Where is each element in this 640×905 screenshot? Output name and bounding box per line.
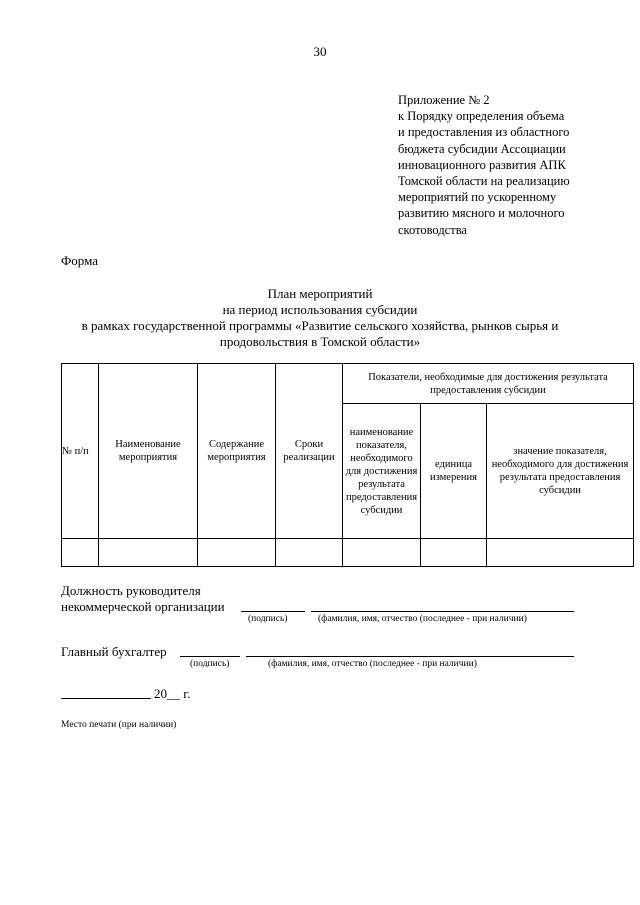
plan-title-line: в рамках государственной программы «Развитие сельского хозяйства, рынков сырья и [81, 318, 559, 333]
plan-title-line: План мероприятий [267, 286, 373, 301]
appendix-line: Томской области на реализацию [398, 174, 570, 189]
accountant-signature-line [180, 656, 240, 657]
date-text: 20__ г. [154, 686, 191, 701]
accountant-name-caption: (фамилия, имя, отчество (последнее - при наличии) [268, 659, 477, 669]
header-col-num: № п/п [62, 364, 99, 539]
table-cell [343, 539, 421, 567]
head-signature-line [241, 611, 305, 612]
appendix-line: и предоставления из областного [398, 125, 570, 140]
appendix-line: Приложение № 2 [398, 93, 490, 107]
accountant-name-line [246, 656, 574, 657]
plan-title [0, 286, 640, 350]
header-col-content: Содержание мероприятия [198, 364, 276, 539]
date-line [61, 698, 151, 699]
accountant-signature-caption: (подпись) [190, 659, 230, 669]
head-name-caption: (фамилия, имя, отчество (последнее - при наличии) [318, 614, 527, 624]
table-cell [198, 539, 276, 567]
form-label: Форма [61, 253, 98, 268]
accountant-label: Главный бухгалтер [61, 644, 167, 659]
appendix-heading [398, 92, 628, 238]
header-sub-unit: единица измерения [421, 404, 487, 539]
stamp-place: Место печати (при наличии) [61, 720, 177, 730]
appendix-line: к Порядку определения объема [398, 109, 565, 124]
table-cell [487, 539, 634, 567]
head-position-label [61, 583, 225, 615]
plan-title-line: на период использования субсидии [222, 302, 418, 317]
plan-table [61, 363, 634, 567]
table-row [62, 539, 634, 567]
table-cell [99, 539, 198, 567]
header-col-terms: Сроки реализации [276, 364, 343, 539]
head-signature-caption: (подпись) [248, 614, 288, 624]
appendix-line: развитию мясного и молочного [398, 206, 565, 221]
head-position-line: Должность руководителя [61, 583, 201, 598]
table-cell [421, 539, 487, 567]
appendix-line: мероприятий по ускоренному [398, 190, 557, 205]
table-cell [276, 539, 343, 567]
header-group-indicators: Показатели, необходимые для достижения результата предоставления субсидии [343, 364, 634, 404]
appendix-line: инновационного развития АПК [398, 157, 566, 172]
head-name-line [311, 611, 574, 612]
header-sub-value: значение показателя, необходимого для достижения результата предоставления субсидии [487, 404, 634, 539]
header-col-name: Наименование мероприятия [99, 364, 198, 539]
head-position-line: некоммерческой организации [61, 599, 225, 614]
page-number: 30 [313, 44, 327, 59]
plan-title-line: продовольствия в Томской области» [219, 334, 421, 349]
header-sub-indicator-name: наименование показателя, необходимого для достижения результата предоставления субсидии [343, 404, 421, 539]
table-cell [62, 539, 99, 567]
appendix-line: бюджета субсидии Ассоциации [398, 141, 566, 156]
appendix-line: скотоводства [398, 222, 467, 237]
